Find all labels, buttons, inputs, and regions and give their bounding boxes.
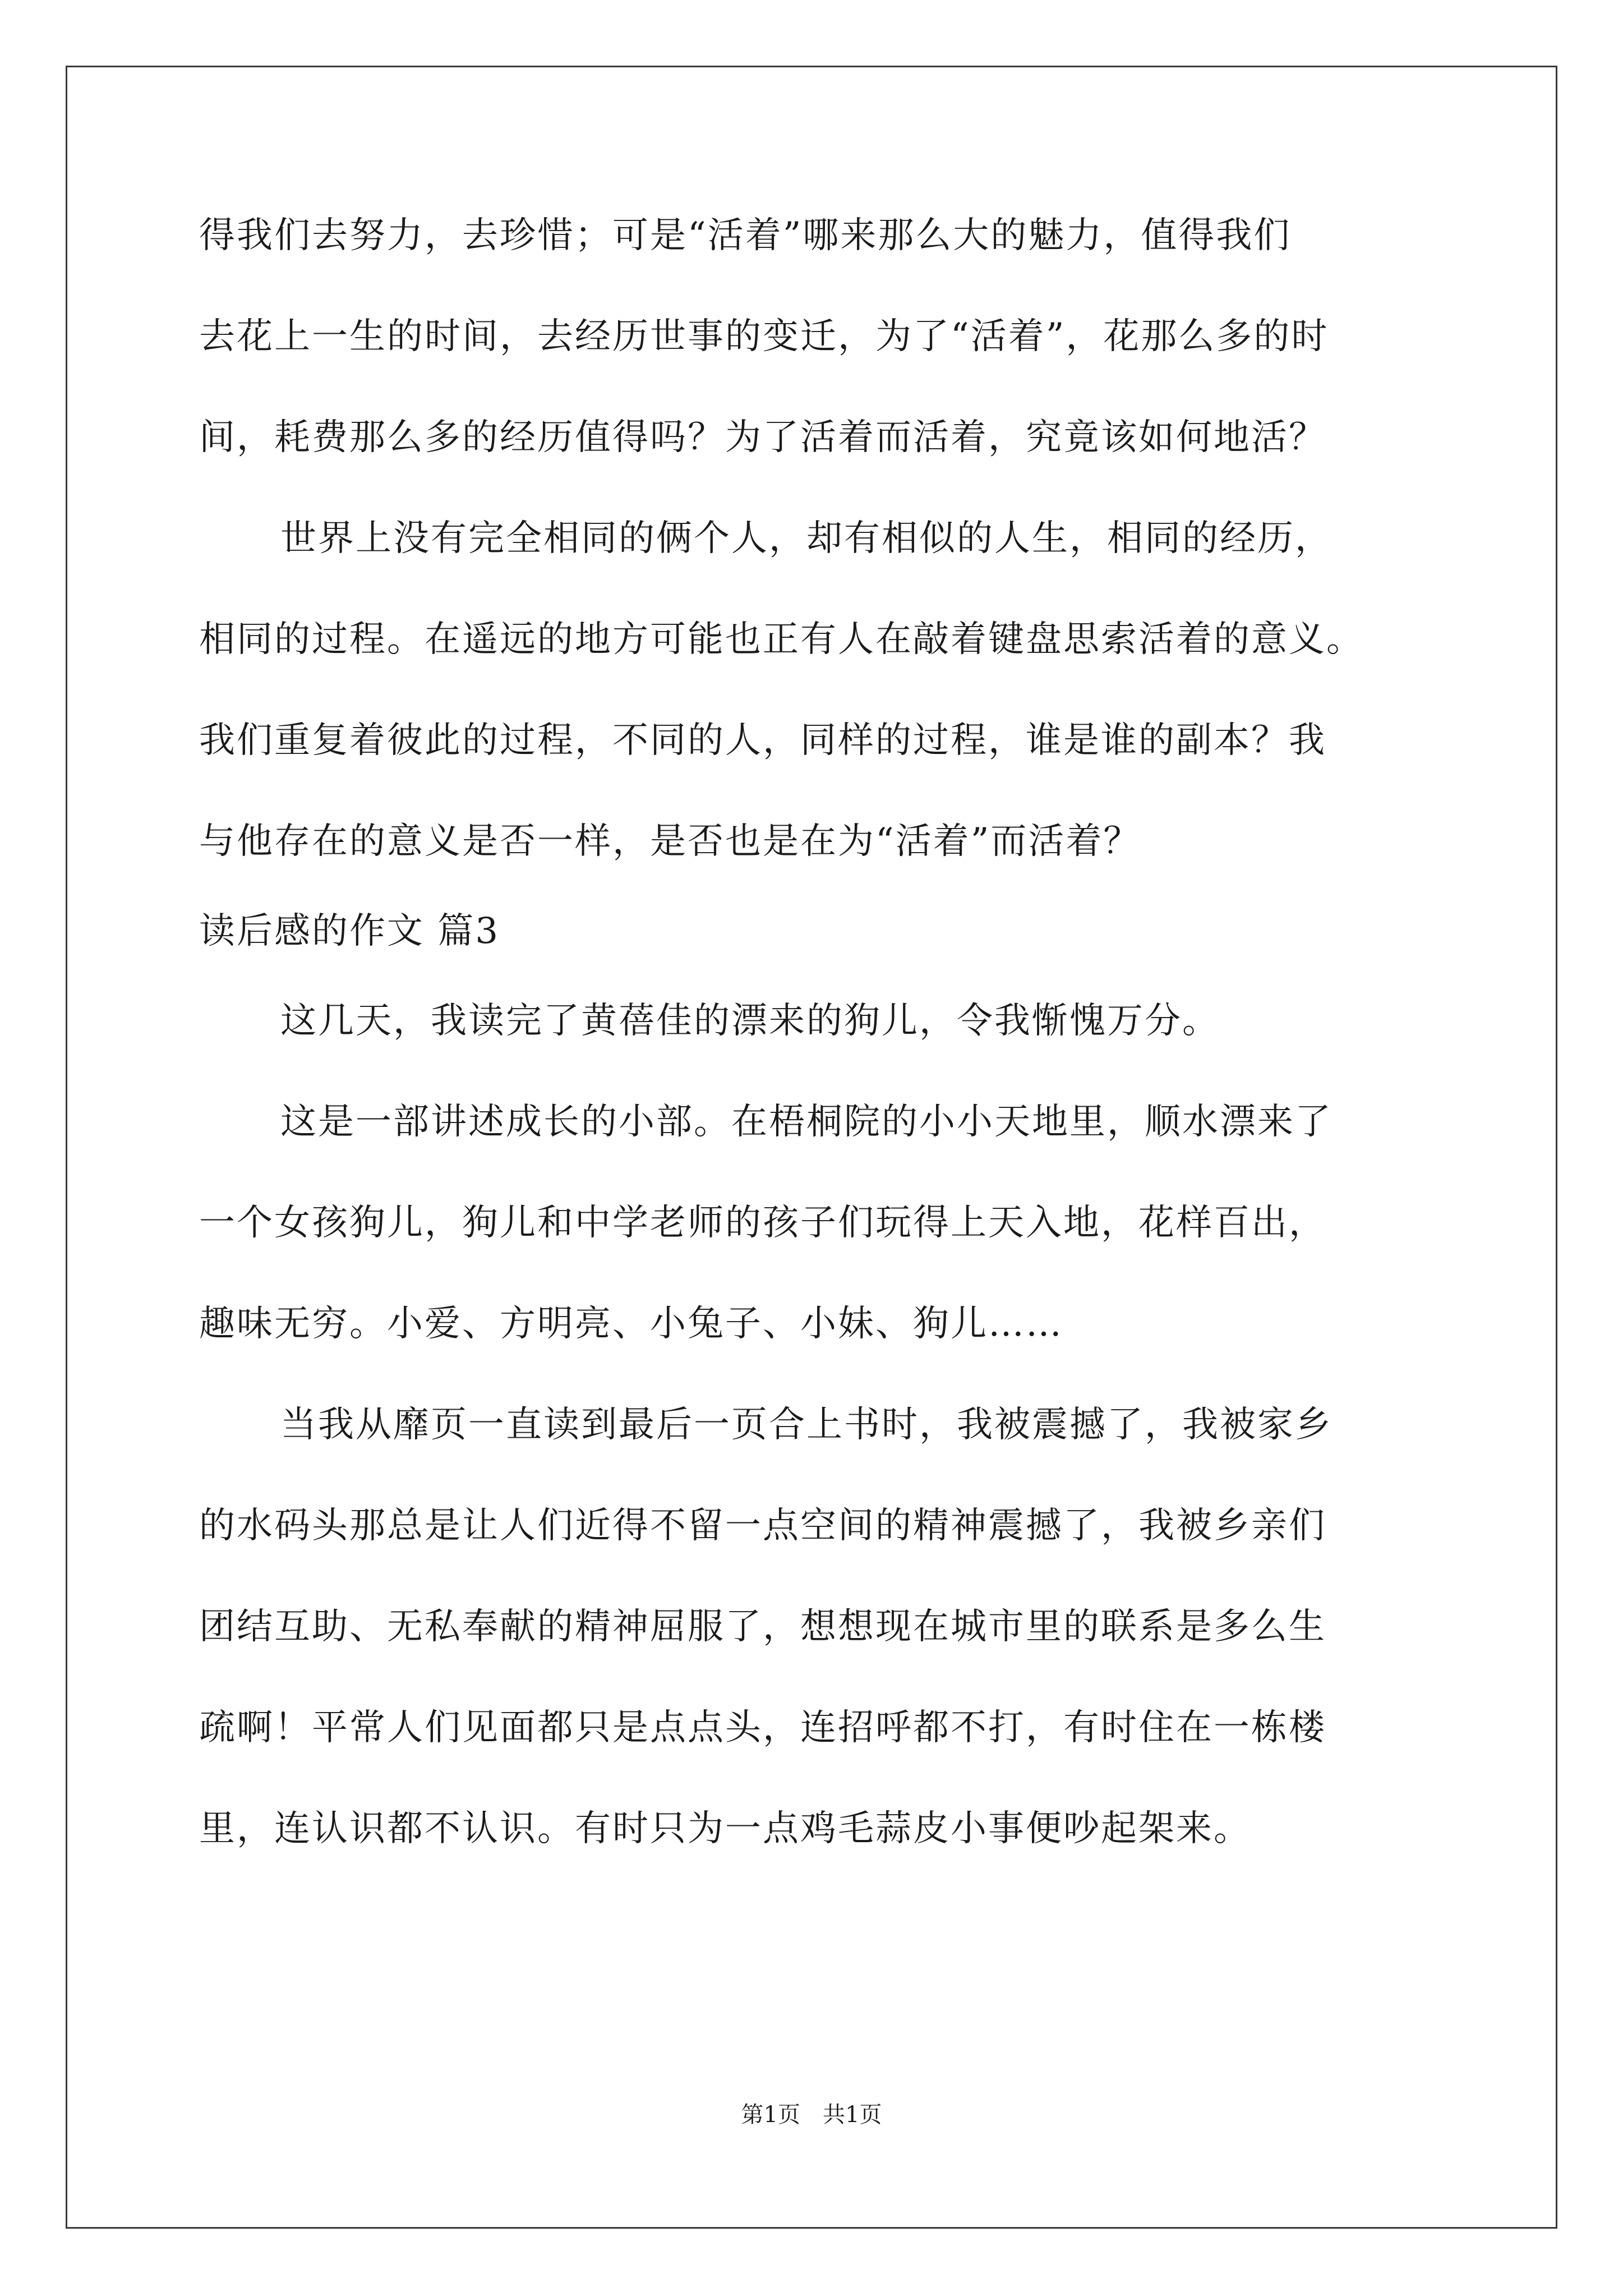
text-line: 得我们去努力，去珍惜；可是“活着”哪来那么大的魅力，值得我们: [199, 215, 1292, 256]
text-line: 趣味无穷。小爱、方明亮、小兔子、小妹、狗儿……: [199, 1303, 1063, 1345]
paragraph-first-line: 当我从靡页一直读到最后一页合上书时，我被震撼了，我被家乡: [280, 1404, 1332, 1446]
page-border: [66, 66, 1557, 2229]
paragraph-first-line: 世界上没有完全相同的俩个人，却有相似的人生，相同的经历，: [280, 518, 1332, 559]
text-line: 里，连认识都不认识。有时只为一点鸡毛蒜皮小事便吵起架来。: [199, 1808, 1251, 1849]
text-line: 与他存在的意义是否一样，是否也是在为“活着”而活着？: [199, 821, 1141, 862]
text-line: 一个女孩狗儿，狗儿和中学老师的孩子们玩得上天入地，花样百出，: [199, 1202, 1326, 1244]
paragraph-first-line: 这是一部讲述成长的小部。在梧桐院的小小天地里，顺水漂来了: [280, 1101, 1332, 1143]
text-line: 团结互助、无私奉献的精神屈服了，想想现在城市里的联系是多么生: [199, 1606, 1326, 1648]
text-line: 间，耗费那么多的经历值得吗？为了活着而活着，究竟该如何地活？: [199, 417, 1326, 458]
text-line: 疏啊！平常人们见面都只是点点头，连招呼都不打，有时住在一栋楼: [199, 1707, 1326, 1749]
page-footer: 第1页 共1页: [741, 2102, 882, 2128]
section-heading: 读后感的作文 篇3: [199, 910, 500, 952]
text-line: 相同的过程。在遥远的地方可能也正有人在敲着键盘思索活着的意义。: [199, 619, 1364, 660]
text-line: 我们重复着彼此的过程，不同的人，同样的过程，谁是谁的副本？我: [199, 720, 1326, 761]
text-line: 去花上一生的时间，去经历世事的变迁，为了“活着”，花那么多的时: [199, 316, 1329, 357]
text-line: 的水码头那总是让人们近得不留一点空间的精神震撼了，我被乡亲们: [199, 1505, 1326, 1547]
paragraph-first-line: 这几天，我读完了黄蓓佳的漂来的狗儿，令我惭愧万分。: [280, 1000, 1220, 1042]
